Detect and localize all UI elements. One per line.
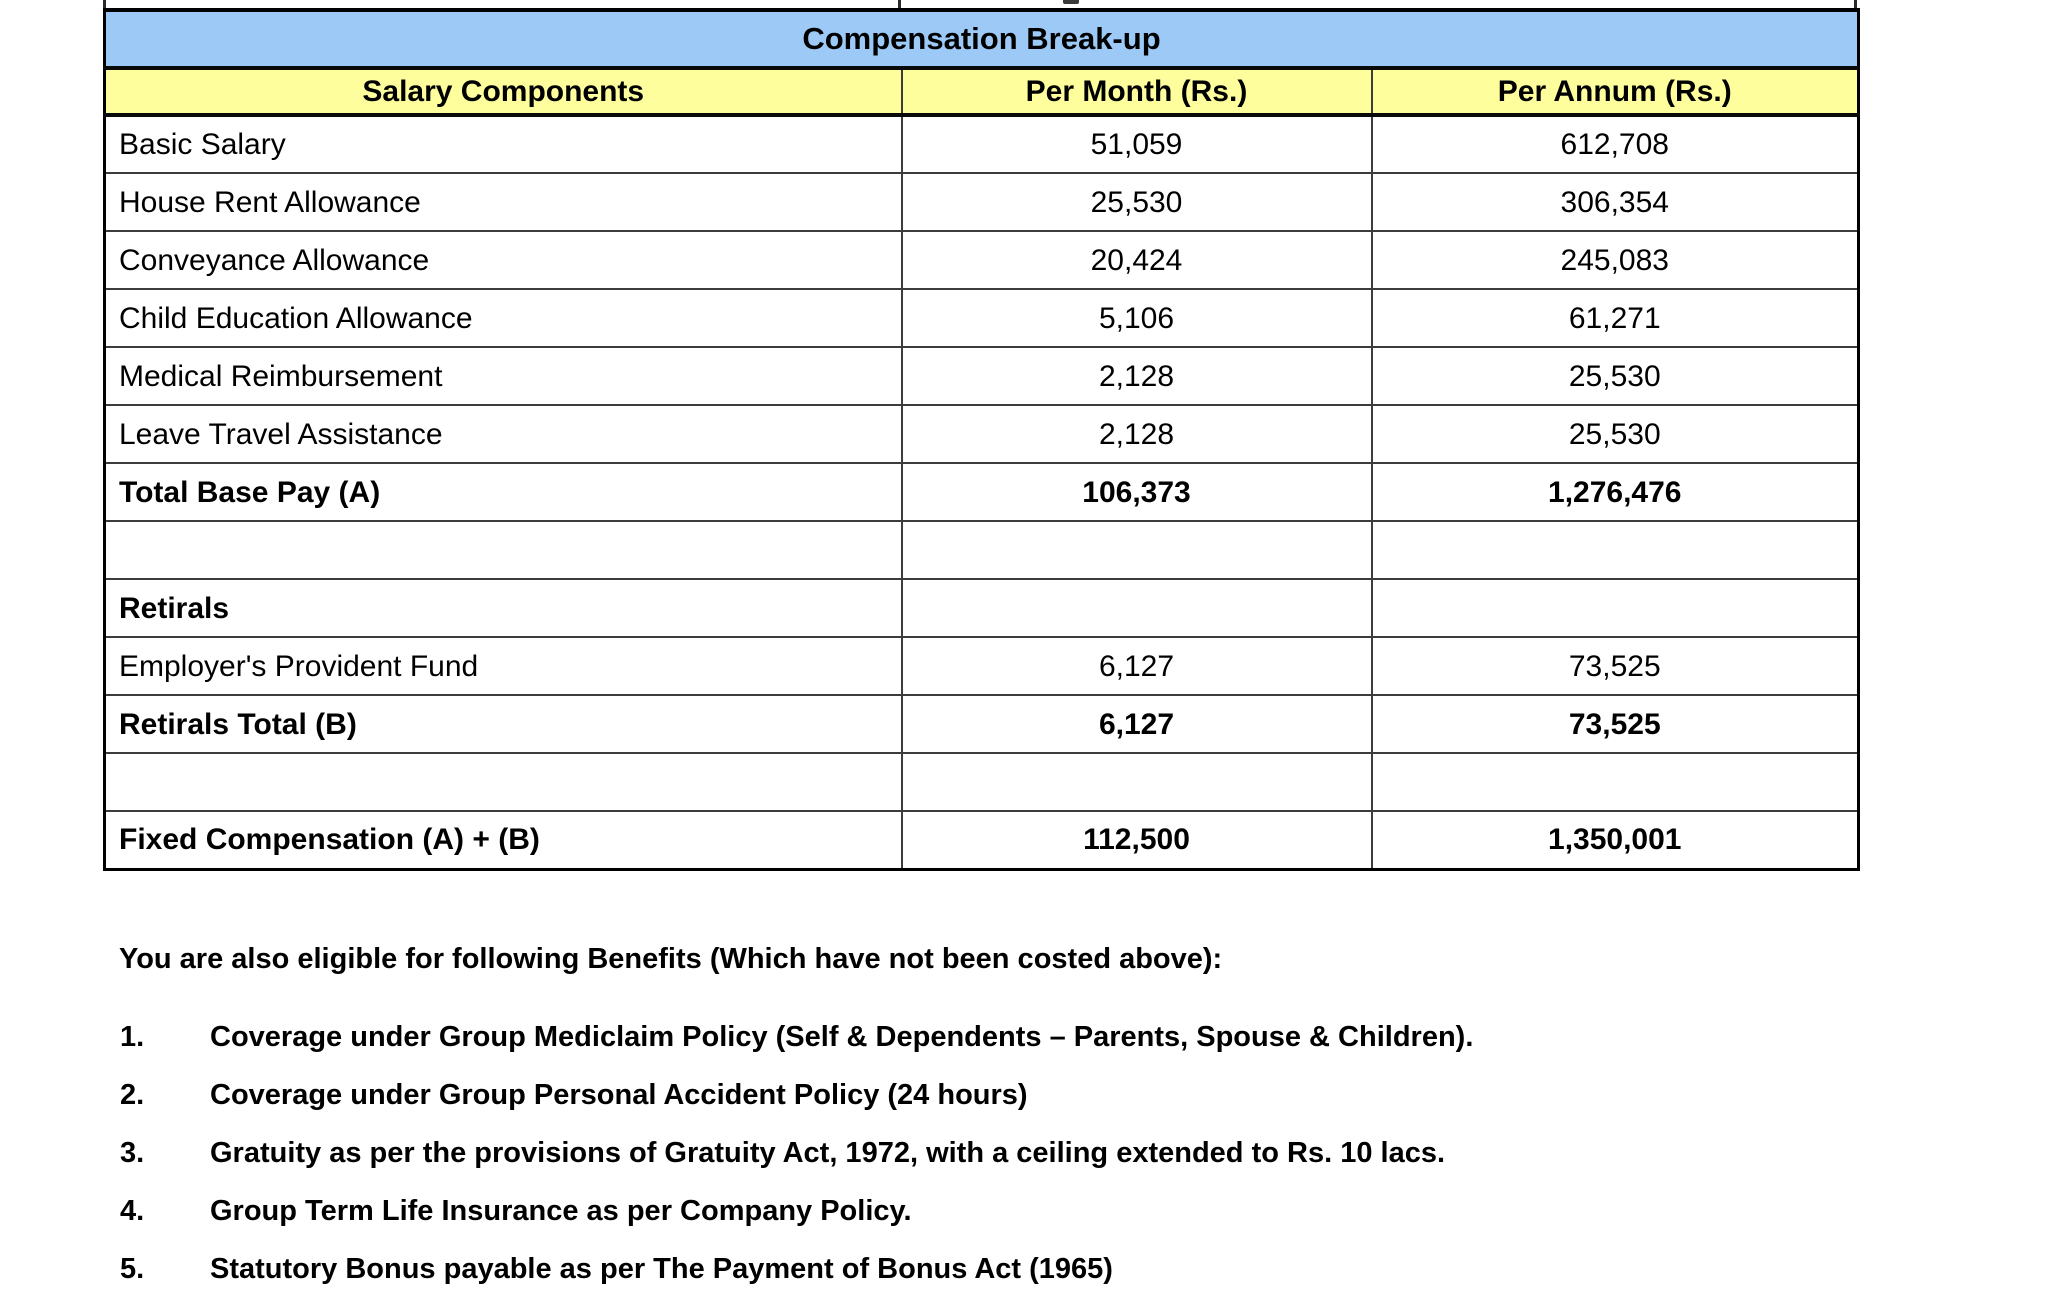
table-cell-component: Conveyance Allowance bbox=[105, 231, 902, 289]
column-header-per-month: Per Month (Rs.) bbox=[902, 68, 1372, 115]
table-cell-per-annum bbox=[1372, 521, 1859, 579]
table-cell-per-month: 6,127 bbox=[902, 695, 1372, 753]
benefit-text: Coverage under Group Mediclaim Policy (Self & Dependents – Parents, Spouse & Children). bbox=[210, 1021, 1474, 1053]
table-cell-per-month: 106,373 bbox=[902, 463, 1372, 521]
table-row bbox=[105, 115, 1859, 173]
table-row bbox=[105, 695, 1859, 753]
table-cell-per-annum bbox=[1372, 579, 1859, 637]
table-cell-per-month bbox=[902, 579, 1372, 637]
table-cell-component: Child Education Allowance bbox=[105, 289, 902, 347]
table-title-row bbox=[105, 10, 1859, 68]
table-cell-component: House Rent Allowance bbox=[105, 173, 902, 231]
table-border-stub-left bbox=[103, 0, 106, 8]
table-cell-per-month: 2,128 bbox=[902, 347, 1372, 405]
benefit-item bbox=[103, 1194, 2003, 1228]
table-cell-per-annum: 306,354 bbox=[1372, 173, 1859, 231]
benefit-item bbox=[103, 1078, 2003, 1112]
table-cell-per-month: 51,059 bbox=[902, 115, 1372, 173]
table-cell-component: Total Base Pay (A) bbox=[105, 463, 902, 521]
table-row bbox=[105, 347, 1859, 405]
compensation-table bbox=[103, 8, 1860, 871]
table-row bbox=[105, 463, 1859, 521]
column-header-per-annum: Per Annum (Rs.) bbox=[1372, 68, 1859, 115]
cropped-text-remnant bbox=[1063, 0, 1079, 4]
benefit-text: Statutory Bonus payable as per The Payment of Bonus Act (1965) bbox=[210, 1253, 1113, 1285]
table-cell-per-annum: 73,525 bbox=[1372, 695, 1859, 753]
benefit-number: 1. bbox=[120, 1021, 145, 1053]
benefit-number: 3. bbox=[120, 1137, 145, 1169]
table-cell-component: Retirals Total (B) bbox=[105, 695, 902, 753]
table-cell-per-annum: 73,525 bbox=[1372, 637, 1859, 695]
table-row bbox=[105, 231, 1859, 289]
table-row-spacer bbox=[105, 753, 1859, 811]
table-cell-per-annum bbox=[1372, 753, 1859, 811]
table-cell-per-annum: 1,276,476 bbox=[1372, 463, 1859, 521]
table-cell-component: Medical Reimbursement bbox=[105, 347, 902, 405]
table-row bbox=[105, 811, 1859, 869]
table-cell-component: Fixed Compensation (A) + (B) bbox=[105, 811, 902, 869]
table-cell-per-month bbox=[902, 521, 1372, 579]
table-cell-per-month bbox=[902, 753, 1372, 811]
benefit-number: 4. bbox=[120, 1195, 145, 1227]
table-cell-per-annum: 245,083 bbox=[1372, 231, 1859, 289]
benefit-item bbox=[103, 1252, 2003, 1286]
table-title: Compensation Break-up bbox=[105, 10, 1859, 68]
table-cell-per-month: 112,500 bbox=[902, 811, 1372, 869]
partial-table-row-above bbox=[103, 0, 1857, 8]
table-cell-component bbox=[105, 521, 902, 579]
table-cell-per-annum: 1,350,001 bbox=[1372, 811, 1859, 869]
benefit-text: Group Term Life Insurance as per Company Policy. bbox=[210, 1195, 912, 1227]
benefit-text: Coverage under Group Personal Accident Policy (24 hours) bbox=[210, 1079, 1028, 1111]
benefits-list bbox=[103, 1020, 2003, 1286]
table-cell-component: Basic Salary bbox=[105, 115, 902, 173]
table-row bbox=[105, 405, 1859, 463]
table-cell-component: Retirals bbox=[105, 579, 902, 637]
table-row-spacer bbox=[105, 521, 1859, 579]
table-border-stub-divider bbox=[898, 0, 901, 8]
benefit-text: Gratuity as per the provisions of Gratuity Act, 1972, with a ceiling extended to Rs. 10 lacs. bbox=[210, 1137, 1446, 1169]
benefit-item bbox=[103, 1136, 2003, 1170]
table-cell-per-annum: 612,708 bbox=[1372, 115, 1859, 173]
benefits-heading: You are also eligible for following Benefits (Which have not been costed above): bbox=[119, 943, 1223, 975]
table-header-row bbox=[105, 68, 1859, 115]
table-cell-per-annum: 25,530 bbox=[1372, 405, 1859, 463]
table-cell-component bbox=[105, 753, 902, 811]
table-row bbox=[105, 173, 1859, 231]
benefit-item bbox=[103, 1020, 2003, 1054]
table-cell-per-month: 2,128 bbox=[902, 405, 1372, 463]
table-cell-per-annum: 61,271 bbox=[1372, 289, 1859, 347]
table-body bbox=[105, 115, 1859, 869]
benefit-number: 2. bbox=[120, 1079, 145, 1111]
table-cell-per-annum: 25,530 bbox=[1372, 347, 1859, 405]
table-border-stub-right bbox=[1854, 0, 1857, 8]
table-row bbox=[105, 579, 1859, 637]
table-row bbox=[105, 637, 1859, 695]
table-cell-per-month: 25,530 bbox=[902, 173, 1372, 231]
benefit-number: 5. bbox=[120, 1253, 145, 1285]
table-cell-per-month: 20,424 bbox=[902, 231, 1372, 289]
table-cell-per-month: 6,127 bbox=[902, 637, 1372, 695]
benefits-section bbox=[103, 878, 2003, 1297]
table-cell-component: Leave Travel Assistance bbox=[105, 405, 902, 463]
column-header-salary-components: Salary Components bbox=[105, 68, 902, 115]
table-cell-per-month: 5,106 bbox=[902, 289, 1372, 347]
table-row bbox=[105, 289, 1859, 347]
table-cell-component: Employer's Provident Fund bbox=[105, 637, 902, 695]
